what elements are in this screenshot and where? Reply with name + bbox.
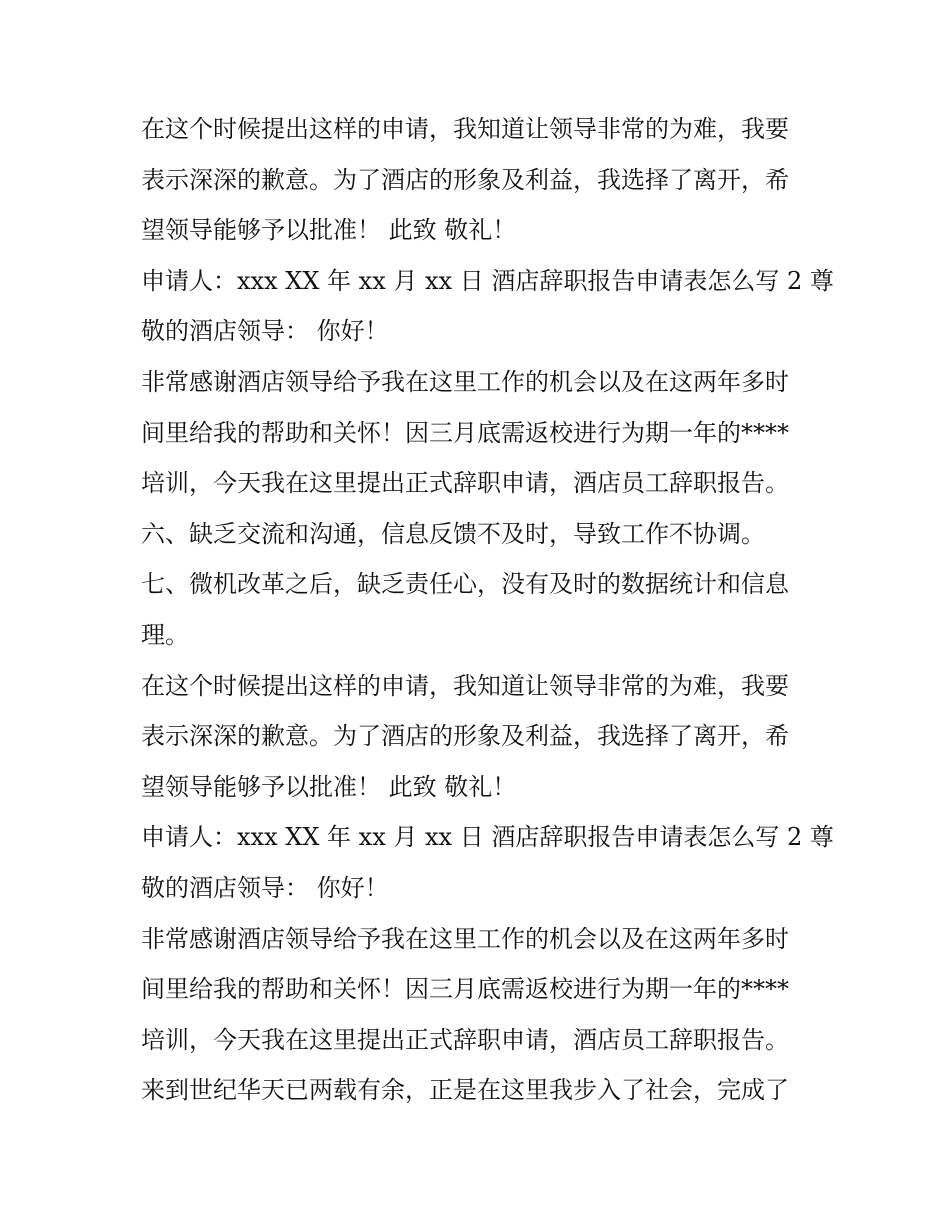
text-line: 非常感谢酒店领导给予我在这里工作的机会以及在这两年多时 [141, 367, 789, 396]
document-body [141, 104, 834, 1116]
text-line: 七、微机改革之后，缺乏责任心，没有及时的数据统计和信息 [141, 570, 789, 599]
text-line: 来到世纪华天已两载有余，正是在这里我步入了社会，完成了 [141, 1076, 789, 1105]
text-line: 望领导能够予以批准！ 此致 敬礼！ [141, 772, 517, 801]
text-line: 申请人：xxx XX 年 xx 月 xx 日 酒店辞职报告申请表怎么写 2 尊 [141, 823, 834, 852]
text-line: 表示深深的歉意。为了酒店的形象及利益，我选择了离开，希 [141, 165, 789, 194]
text-line: 理。 [141, 620, 189, 649]
text-line: 表示深深的歉意。为了酒店的形象及利益，我选择了离开，希 [141, 722, 789, 751]
text-line: 敬的酒店领导： 你好！ [141, 873, 389, 902]
text-line: 间里给我的帮助和关怀！因三月底需返校进行为期一年的**** [141, 975, 789, 1004]
text-line: 六、缺乏交流和沟通，信息反馈不及时，导致工作不协调。 [141, 519, 765, 548]
text-line: 在这个时候提出这样的申请，我知道让领导非常的为难，我要 [141, 115, 789, 143]
text-line: 申请人：xxx XX 年 xx 月 xx 日 酒店辞职报告申请表怎么写 2 尊 [141, 266, 834, 295]
text-line: 间里给我的帮助和关怀！因三月底需返校进行为期一年的**** [141, 418, 789, 447]
text-line: 培训，今天我在这里提出正式辞职申请，酒店员工辞职报告。 [141, 1025, 789, 1054]
text-line: 望领导能够予以批准！ 此致 敬礼！ [141, 216, 517, 245]
text-line: 在这个时候提出这样的申请，我知道让领导非常的为难，我要 [141, 671, 789, 700]
text-line: 敬的酒店领导： 你好！ [141, 317, 389, 346]
text-line: 非常感谢酒店领导给予我在这里工作的机会以及在这两年多时 [141, 924, 789, 953]
text-line: 培训，今天我在这里提出正式辞职申请，酒店员工辞职报告。 [141, 469, 789, 498]
